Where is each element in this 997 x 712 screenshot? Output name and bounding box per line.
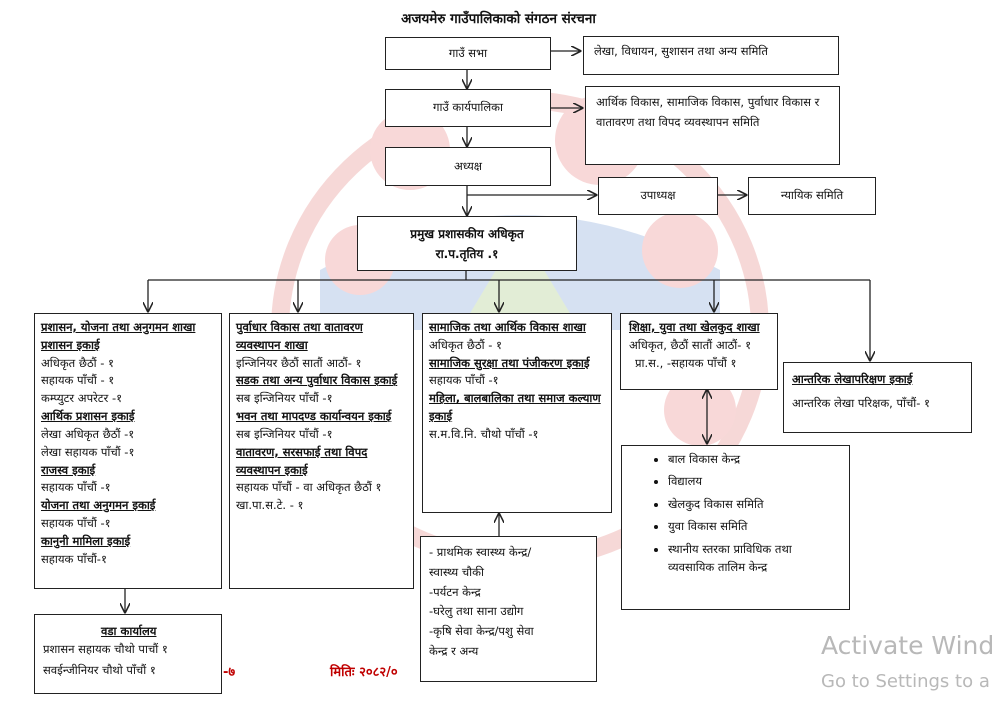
social-unit-item: -पर्यटन केन्द्र — [429, 584, 481, 599]
gaun-karyapalika-label: गाउँ कार्यपालिका — [433, 100, 503, 115]
social-units-box — [420, 536, 597, 682]
gaun-sabha-box — [385, 37, 551, 70]
edu-unit-item: • बाल विकास केन्द्र — [668, 450, 839, 468]
sabha-committee-box — [583, 36, 839, 75]
audit-post: आन्तरिक लेखा परिक्षक, पाँचौं- १ — [792, 395, 931, 410]
planning-unit-heading: योजना तथा अनुगमन इकाई — [41, 498, 156, 513]
planning-post: सहायक पाँचौं -१ — [41, 515, 111, 530]
women-children-post: स.म.वि.नि. चौथो पाँचौं -१ — [429, 426, 539, 441]
admin-post: सहायक पाँचौं - १ — [41, 373, 115, 388]
finance-unit-heading: आर्थिक प्रशासन इकाई — [41, 409, 135, 424]
environment-post: सहायक पाँचौं - वा अधिकृत छैठौं १ — [236, 480, 382, 495]
footer-fragment: -७ — [223, 665, 236, 680]
infra-post: इन्जिनियर छैठौं सातौं आठौं- १ — [236, 355, 362, 370]
edu-units-list — [652, 450, 839, 576]
social-unit-item: स्वास्थ्य चौकी — [429, 564, 484, 579]
social-security-post: सहायक पाँचौं -१ — [429, 373, 499, 388]
building-unit-heading: भवन तथा मापदण्ड कार्यान्वयन इकाई — [236, 409, 392, 424]
admin-branch-heading: प्रशासन, योजना तथा अनुगमन शाखा — [41, 320, 196, 334]
admin-unit-heading: प्रशासन इकाई — [41, 337, 100, 352]
social-unit-item: -कृषि सेवा केन्द्र/पशु सेवा — [429, 624, 534, 639]
social-unit-item: -घरेलु तथा साना उद्योग — [429, 604, 524, 619]
edu-post: प्रा.स., -सहायक पाँचौं १ — [635, 355, 737, 370]
edu-branch-heading: शिक्षा, युवा तथा खेलकुद शाखा — [629, 320, 760, 334]
women-children-unit-heading: महिला, बालबालिका तथा समाज कल्याण इकाई — [429, 391, 601, 424]
activation-watermark-line1: Activate Wind — [821, 631, 995, 660]
social-unit-item: केन्द्र र अन्य — [429, 643, 479, 658]
gaun-sabha-label: गाउँ सभा — [448, 45, 488, 60]
social-branch-box — [422, 313, 612, 513]
edu-units-box — [621, 445, 850, 610]
gaun-karyapalika-box — [385, 89, 551, 127]
infra-branch-heading: पुर्वाधार विकास तथा वातावरण व्यवस्थापन शाखा — [236, 320, 363, 352]
edu-unit-item: • विद्यालय — [668, 472, 839, 490]
environment-unit-heading: वातावरण, सरसफाई तथा विपद व्यवस्थापन इकाई — [236, 444, 368, 477]
finance-post: लेखा सहायक पाँचौं -१ — [41, 444, 135, 459]
revenue-post: सहायक पाँचौं -१ — [41, 480, 111, 495]
admin-branch-box — [34, 313, 222, 589]
adhyaksha-box — [385, 147, 551, 186]
nyayik-samiti-box — [748, 177, 876, 215]
building-post: सब इन्जिनियर पाँचौं -१ — [236, 426, 333, 441]
cao-title: प्रमुख प्रशासकीय अधिकृत — [410, 227, 524, 241]
edu-branch-box — [620, 313, 778, 390]
edu-post: अधिकृत, छैठौं सातौं आठौं- १ — [629, 337, 752, 352]
audit-unit-box — [783, 362, 972, 433]
ward-office-heading: वडा कार्यालय — [101, 624, 157, 638]
nyayik-samiti-label: न्यायिक समिति — [780, 188, 844, 203]
audit-unit-heading: आन्तरिक लेखापरिक्षण इकाई — [792, 372, 913, 386]
legal-unit-heading: कानुनी मामिला इकाई — [41, 533, 131, 548]
activation-watermark-line2: Go to Settings to a — [821, 671, 990, 692]
social-post: अधिकृत छैठौं - १ — [429, 337, 503, 352]
sabha-committee-label: लेखा, विधायन, सुशासन तथा अन्य समिति — [594, 44, 768, 58]
environment-post: खा.पा.स.टे. - १ — [236, 498, 304, 513]
karyapalika-committee-box — [585, 86, 840, 165]
road-unit-heading: सडक तथा अन्य पुर्वाधार विकास इकाई — [236, 373, 398, 388]
adhyaksha-label: अध्यक्ष — [453, 158, 483, 173]
social-branch-heading: सामाजिक तथा आर्थिक विकास शाखा — [429, 320, 586, 334]
edu-unit-item: • युवा विकास समिति — [668, 517, 839, 535]
admin-post: अधिकृत छैठौं - १ — [41, 355, 115, 370]
ward-post: सवईन्जीनियर चौथो पाँचौं १ — [43, 662, 156, 677]
infra-branch-box — [229, 313, 414, 589]
revenue-unit-heading: राजस्व इकाई — [41, 462, 96, 477]
edu-unit-item: • स्थानीय स्तरका प्राविधिक तथा व्यवसायिक तालिम केन्द्र — [668, 540, 839, 577]
admin-post: कम्प्युटर अपरेटर -१ — [41, 391, 123, 406]
edu-unit-item: • खेलकुद विकास समिति — [668, 495, 839, 513]
page-title: अजयमेरु गाउँपालिकाको संगठन संरचना — [401, 11, 596, 27]
road-post: सब इन्जिनियर पाँचौं -१ — [236, 391, 333, 406]
cao-box — [357, 216, 577, 271]
footer-date: मितिः २०८२/० — [330, 665, 398, 680]
ward-office-box — [34, 614, 222, 694]
cao-rank: रा.प.तृतिय .१ — [435, 247, 499, 261]
finance-post: लेखा अधिकृत छैठौं -१ — [41, 426, 135, 441]
upadhyaksha-label: उपाध्यक्ष — [640, 188, 676, 203]
social-unit-item: - प्राथमिक स्वास्थ्य केन्द्र/ — [429, 545, 532, 559]
upadhyaksha-box — [598, 177, 718, 215]
ward-post: प्रशासन सहायक चौथो पाचौं १ — [43, 641, 168, 656]
karyapalika-committee-label: आर्थिक विकास, सामाजिक विकास, पुर्वाधार विकास र वातावरण तथा विपद व्यवस्थापन समिति — [596, 95, 820, 129]
legal-post: सहायक पाँचौं-१ — [41, 551, 107, 566]
social-security-unit-heading: सामाजिक सुरक्षा तथा पंजीकरण इकाई — [429, 355, 590, 370]
